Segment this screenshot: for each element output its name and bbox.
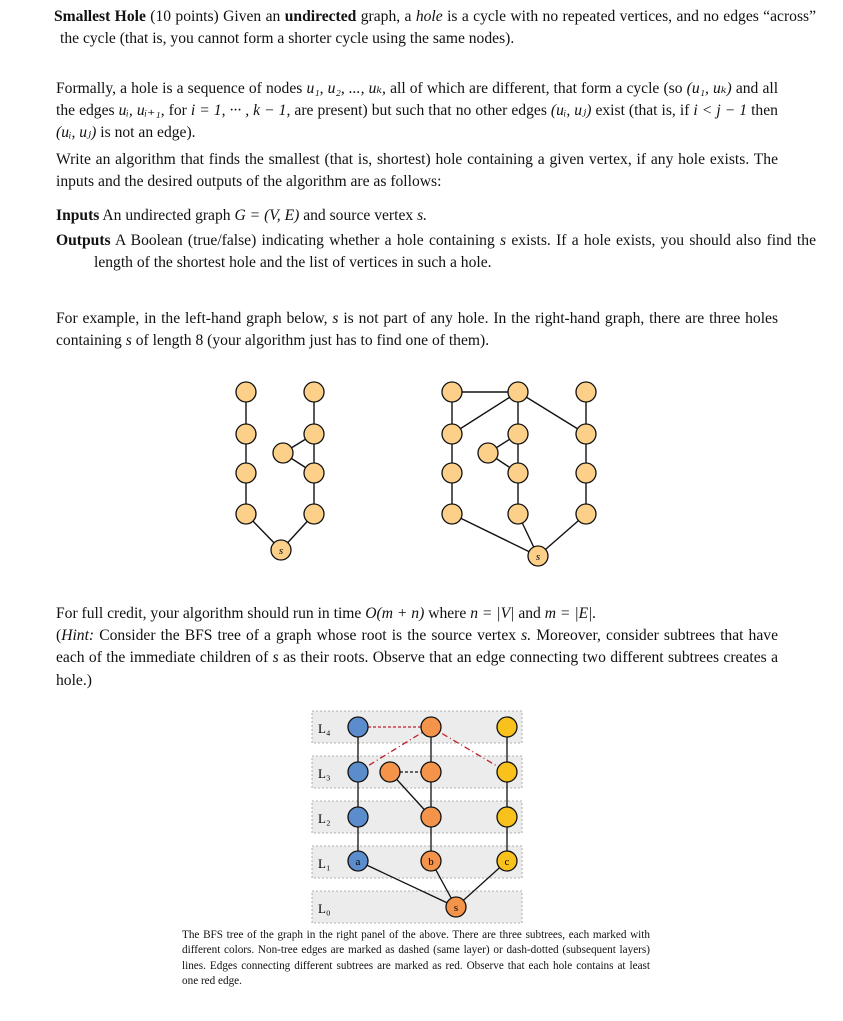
formal-text-6: exist (that is, if <box>595 102 690 120</box>
layer-band-l0 <box>312 891 522 923</box>
hint-text-1: Consider the BFS tree of a graph whose root is the source vertex <box>99 627 517 645</box>
bfs-source-label: s <box>453 902 459 914</box>
full-credit-paragraph: For full credit, your algorithm should run in time O(m + n) where n = |V| and m = |E|. (Hint: Consider the BFS tree of a graph whose root is the source vertex s. Moreover, consider subtrees that have each of the immediate children of s as their roots. Observe that an edge connecting two different subtrees creates a hole.) <box>56 605 778 689</box>
blue-node <box>348 762 368 782</box>
credit-text-2: where <box>428 605 467 622</box>
graph-node <box>236 382 256 402</box>
layer-label-l3: L₃ <box>318 766 331 781</box>
graph-node <box>576 424 596 444</box>
math-graph: G = (V, E) <box>234 207 300 224</box>
orange-node <box>421 807 441 827</box>
graph-node <box>442 463 462 483</box>
intro-rest: graph, a <box>360 8 412 25</box>
graph-node <box>442 382 462 402</box>
math-s-5: s. <box>521 627 532 645</box>
layer-band-l1 <box>312 846 522 878</box>
hint-text-3: as their roots. Observe that an edge connecting two different subtrees creates a hole.) <box>56 649 778 689</box>
problem-points: (10 points) Given an <box>150 8 281 25</box>
inputs-label: Inputs <box>56 207 100 224</box>
graph-node <box>442 424 462 444</box>
math-s: s. <box>417 207 428 224</box>
hole-term: hole <box>415 8 443 25</box>
math-u1uk: (u₁, uₖ) <box>686 80 732 97</box>
graph-node <box>508 424 528 444</box>
math-i-range: i = 1, ··· , k − 1, <box>190 102 291 120</box>
graph-node <box>304 382 324 402</box>
write-algo-text: Write an algorithm that finds the smallest (that is, shortest) hole containing a given vertex, if any hole exists. The inputs and the desired outputs of the algorithm are as follows: <box>56 151 778 191</box>
hint-text-2: Moreover, consider subtrees that have each of the immediate children of <box>56 627 778 667</box>
formal-text-8: is not an edge). <box>100 124 196 142</box>
figure-caption: The BFS tree of the graph in the right panel of the above. There are three subtrees, each marked with different colors. Non-tree edges are marked as dashed (same layer) or dash-dotted (subsequent layers) lines. Edges connecting different subtrees are marked as red. Observe that each hole contains at least one red edge. <box>182 929 650 988</box>
credit-text-3: and <box>518 605 541 622</box>
yellow-node <box>497 717 517 737</box>
graph-node <box>236 504 256 524</box>
left-source-label: s <box>278 545 284 557</box>
yellow-node <box>497 762 517 782</box>
math-s-2: s <box>500 232 507 249</box>
math-s-4: s <box>125 332 132 350</box>
graph-node <box>236 424 256 444</box>
yellow-node <box>497 807 517 827</box>
layer-label-l0: L₀ <box>318 901 331 916</box>
graph-node <box>508 463 528 483</box>
graph-node <box>576 382 596 402</box>
math-s-3: s <box>332 310 339 327</box>
math-u-seq: u₁, u₂, ..., uₖ, <box>306 80 386 97</box>
left-graph-nodes <box>236 382 324 560</box>
formal-text-7: then <box>751 102 778 120</box>
graph-node <box>478 443 498 463</box>
example-text-1: For example, in the left-hand graph below, <box>56 310 328 327</box>
graph-node <box>304 424 324 444</box>
math-i-lt: i < j − 1 <box>693 102 748 120</box>
outputs-text-2: exists. If a hole exists, you should also find the length of the shortest hole and the list of vertices in such a hole. <box>94 232 816 272</box>
layer-labels <box>318 721 331 916</box>
formal-text-4: for <box>168 102 187 120</box>
graph-node <box>576 463 596 483</box>
blue-node <box>348 717 368 737</box>
layer-label-l1: L₁ <box>318 856 331 871</box>
blue-node <box>348 807 368 827</box>
math-uiuj: (uᵢ, uⱼ) <box>550 102 592 120</box>
formal-text-2: all of which are different, that form a cycle (so <box>390 80 683 97</box>
bold-undirected: undirected <box>284 8 357 25</box>
graph-node <box>442 504 462 524</box>
outputs-text-1: A Boolean (true/false) indicating whether a hole containing <box>115 232 495 249</box>
math-time: O(m + n) <box>365 605 425 622</box>
layer-label-l4: L₄ <box>318 721 331 736</box>
credit-text-1: For full credit, your algorithm should run in time <box>56 605 362 622</box>
intro-tail: is a cycle with no repeated vertices, and no edges “across” the cycle (that is, you cannot form a shorter cycle using the same nodes). <box>60 8 816 48</box>
orange-node <box>421 717 441 737</box>
right-graph-nodes <box>442 382 596 566</box>
graph-node <box>576 504 596 524</box>
graph-node <box>236 463 256 483</box>
graph-node <box>304 504 324 524</box>
example-text-2: is not part of any hole. In the right-hand graph, there are three holes containing <box>56 310 779 350</box>
right-source-label: s <box>535 551 541 563</box>
graph-node <box>508 504 528 524</box>
outputs-label: Outputs <box>56 232 111 249</box>
formal-text-3: and all the edges <box>56 80 779 120</box>
layer-band-l2 <box>312 801 522 833</box>
inputs-text-1: An undirected graph <box>102 207 231 224</box>
formal-text-5: are present) but such that no other edges <box>294 102 547 120</box>
math-uiuj-2: (uᵢ, uⱼ) <box>56 124 97 142</box>
graph-node <box>304 463 324 483</box>
layer-label-l2: L₂ <box>318 811 331 826</box>
bfs-layer-bands <box>312 711 522 923</box>
problem-title: Smallest Hole <box>54 8 146 25</box>
formal-text-1: Formally, a hole is a sequence of nodes <box>56 80 303 97</box>
graph-node <box>508 382 528 402</box>
inputs-text-2: and source vertex <box>303 207 414 224</box>
graph-node <box>273 443 293 463</box>
subtree-root-a: a <box>355 856 361 868</box>
hint-label: Hint: <box>61 627 95 645</box>
math-s-6: s <box>272 649 279 667</box>
math-m: m = |E|. <box>544 605 597 622</box>
orange-node <box>380 762 400 782</box>
math-n: n = |V| <box>470 605 515 622</box>
subtree-root-b: b <box>428 856 434 868</box>
example-text-3: of length 8 (your algorithm just has to find one of them). <box>135 332 490 350</box>
layer-band-l4 <box>312 711 522 743</box>
subtree-root-c: c <box>504 856 510 868</box>
math-uiui1: uᵢ, uᵢ₊₁, <box>118 102 165 120</box>
orange-node <box>421 762 441 782</box>
